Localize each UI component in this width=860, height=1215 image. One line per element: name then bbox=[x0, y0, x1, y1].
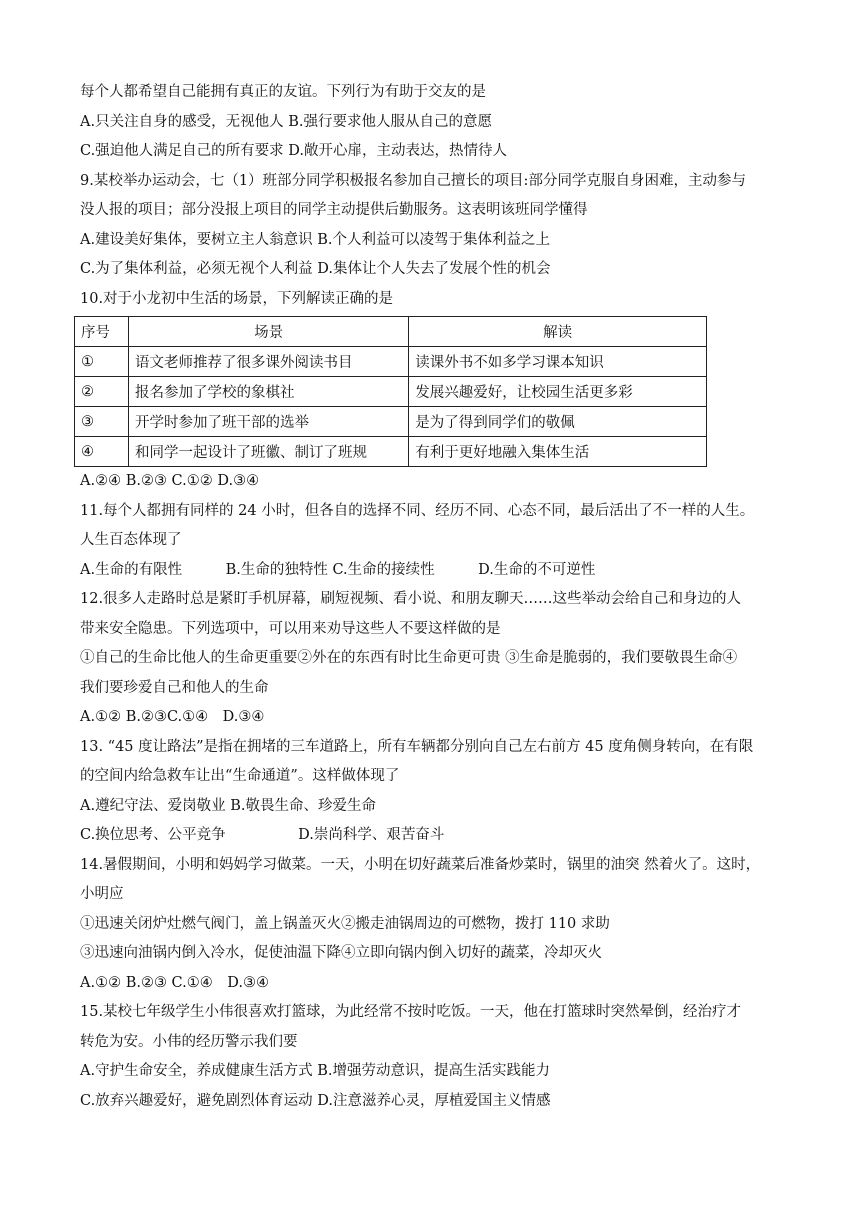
q14-items-line-1: ①迅速关闭炉灶燃气阀门，盖上锅盖灭火②搬走油锅周边的可燃物，拨打 110 求助 bbox=[80, 915, 610, 932]
q8-options-ab: A.只关注自身的感受，无视他人 B.强行要求他人服从自己的意愿 bbox=[80, 113, 492, 130]
q15-stem-line-1: 15.某校七年级学生小伟很喜欢打篮球，为此经常不按时吃饭。一天，他在打篮球时突然晕倒，经治疗才 bbox=[80, 1004, 742, 1020]
q12-options: A.①② B.②③C.①④ D.③④ bbox=[80, 709, 265, 725]
q14-stem-line-1: 14.暑假期间，小明和妈妈学习做菜。一天，小明在切好蔬菜后准备炒菜时，锅里的油突 然着火了。这时， bbox=[80, 856, 761, 873]
table-header-cell: 解读 bbox=[409, 317, 707, 347]
q15-stem-line-2: 转危为安。小伟的经历警示我们要 bbox=[80, 1033, 298, 1050]
q14-items-line-2: ③迅速向油锅内倒入冷水，促使油温下降④立即向锅内倒入切好的蔬菜，冷却灭火 bbox=[80, 945, 602, 961]
q8-stem: 每个人都希望自己能拥有真正的友谊。下列行为有助于交友的是 bbox=[80, 84, 486, 100]
table-cell: 语文老师推荐了很多课外阅读书目 bbox=[129, 347, 409, 377]
table-cell: 读课外书不如多学习课本知识 bbox=[409, 347, 707, 377]
q12-stem-line-1: 12.很多人走路时总是紧盯手机屏幕，刷短视频、看小说、和朋友聊天……这些举动会给自己和身边的人 bbox=[80, 591, 742, 607]
table-header-cell: 序号 bbox=[75, 317, 129, 347]
table-row bbox=[75, 407, 707, 437]
q11-stem-line-2: 人生百态体现了 bbox=[80, 532, 182, 548]
q9-stem-line-1: 9.某校举办运动会，七（1）班部分同学积极报名参加自己擅长的项目:部分同学克服自身困难，主动参与 bbox=[80, 172, 746, 189]
q13-stem-line-2: 的空间内给急救车让出“生命通道”。这样做体现了 bbox=[80, 768, 400, 784]
table-cell: ② bbox=[75, 377, 129, 407]
table-cell: 是为了得到同学们的敬佩 bbox=[409, 407, 707, 437]
q10-scene-table bbox=[74, 316, 707, 467]
table-cell: 开学时参加了班干部的选举 bbox=[129, 407, 409, 437]
q12-stem-line-2: 带来安全隐患。下列选项中，可以用来劝导这些人不要这样做的是 bbox=[80, 620, 501, 637]
table-row bbox=[75, 377, 707, 407]
q12-items-line-2: 我们要珍爱自己和他人的生命 bbox=[80, 679, 269, 696]
table-header-cell: 场景 bbox=[129, 317, 409, 347]
table-cell: 发展兴趣爱好，让校园生活更多彩 bbox=[409, 377, 707, 407]
table-cell: ① bbox=[75, 347, 129, 377]
q13-stem-line-1: 13. “45 度让路法”是指在拥堵的三车道路上，所有车辆都分别向自己左右前方 45 度角侧身转向，在有限 bbox=[80, 738, 754, 755]
exam-page bbox=[80, 78, 790, 1116]
table-row bbox=[75, 347, 707, 377]
q13-options-cd: C.换位思考、公平竞争 D.崇尚科学、艰苦奋斗 bbox=[80, 827, 445, 843]
q15-options-cd: C.放弃兴趣爱好，避免剧烈体育运动 D.注意滋养心灵，厚植爱国主义情感 bbox=[80, 1092, 551, 1109]
table-row bbox=[75, 437, 707, 467]
q9-options-cd: C.为了集体利益，必须无视个人利益 D.集体让个人失去了发展个性的机会 bbox=[80, 261, 551, 277]
q12-items-line-1: ①自己的生命比他人的生命更重要②外在的东西有时比生命更可贵 ③生命是脆弱的，我们要敬畏生命④ bbox=[80, 650, 738, 666]
q9-stem-line-2: 没人报的项目；部分没报上项目的同学主动提供后勤服务。这表明该班同学懂得 bbox=[80, 202, 588, 218]
q15-options-ab: A.守护生命安全，养成健康生活方式 B.增强劳动意识，提高生活实践能力 bbox=[80, 1063, 550, 1079]
table-cell: 报名参加了学校的象棋社 bbox=[129, 377, 409, 407]
q10-stem: 10.对于小龙初中生活的场景，下列解读正确的是 bbox=[80, 290, 394, 307]
q13-options-ab: A.遵纪守法、爱岗敬业 B.敬畏生命、珍爱生命 bbox=[80, 797, 376, 814]
table-header-row bbox=[75, 317, 707, 347]
q10-options: A.②④ B.②③ C.①② D.③④ bbox=[80, 473, 260, 489]
q14-stem-line-2: 小明应 bbox=[80, 886, 124, 902]
q14-options: A.①② B.②③ C.①④ D.③④ bbox=[80, 974, 269, 991]
q11-stem-line-1: 11.每个人都拥有同样的 24 小时，但各自的选择不同、经历不同、心态不同，最后活出了不一样的人生。 bbox=[80, 502, 755, 519]
table-cell: ③ bbox=[75, 407, 129, 437]
table-cell: 和同学一起设计了班徽、制订了班规 bbox=[129, 437, 409, 467]
q11-options: A.生命的有限性 B.生命的独特性 C.生命的接续性 D.生命的不可逆性 bbox=[80, 561, 596, 578]
q8-options-cd: C.强迫他人满足自己的所有要求 D.敞开心扉，主动表达，热情待人 bbox=[80, 143, 508, 159]
table-cell: ④ bbox=[75, 437, 129, 467]
q9-options-ab: A.建设美好集体，要树立主人翁意识 B.个人利益可以凌驾于集体利益之上 bbox=[80, 231, 550, 248]
table-cell: 有利于更好地融入集体生活 bbox=[409, 437, 707, 467]
